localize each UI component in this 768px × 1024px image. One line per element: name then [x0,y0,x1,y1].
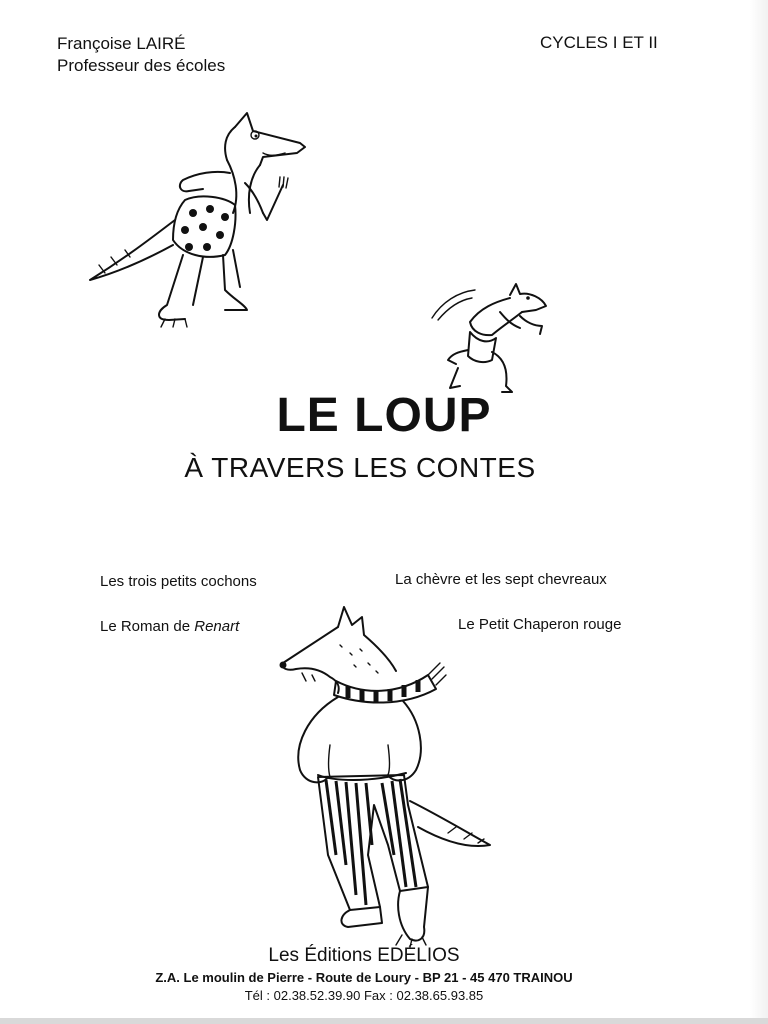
tale-chevre-sept-chevreaux: La chèvre et les sept chevreaux [395,571,607,588]
running-goat-illustration [430,280,555,395]
scan-edge-right [750,0,768,1024]
main-title: LE LOUP [276,389,492,442]
publisher-address: Z.A. Le moulin de Pierre - Route de Loury - BP 21 - 45 470 TRAINOU [155,970,573,985]
scan-edge-bottom [0,1018,768,1024]
publisher-phone: Tél : 02.38.52.39.90 Fax : 02.38.65.93.85 [244,988,484,1003]
subtitle: À TRAVERS LES CONTES [184,452,536,483]
author-role: Professeur des écoles [57,56,226,75]
tale-petit-chaperon-rouge: Le Petit Chaperon rouge [458,616,622,633]
author-name: Françoise LAIRÉ [57,34,186,53]
tale-roman-italic: Renart [194,618,240,635]
tale-trois-petits-cochons: Les trois petits cochons [100,573,257,590]
author-block [57,33,225,77]
tale-roman-de-renart [100,618,239,635]
wolf-with-fork-illustration [85,105,315,335]
wolf-with-scarf-illustration [278,605,498,950]
tale-roman-prefix: Le Roman de [100,618,195,635]
cycles-label: CYCLES I ET II [540,33,658,52]
publisher-name: Les Éditions EDÉLIOS [268,945,460,966]
